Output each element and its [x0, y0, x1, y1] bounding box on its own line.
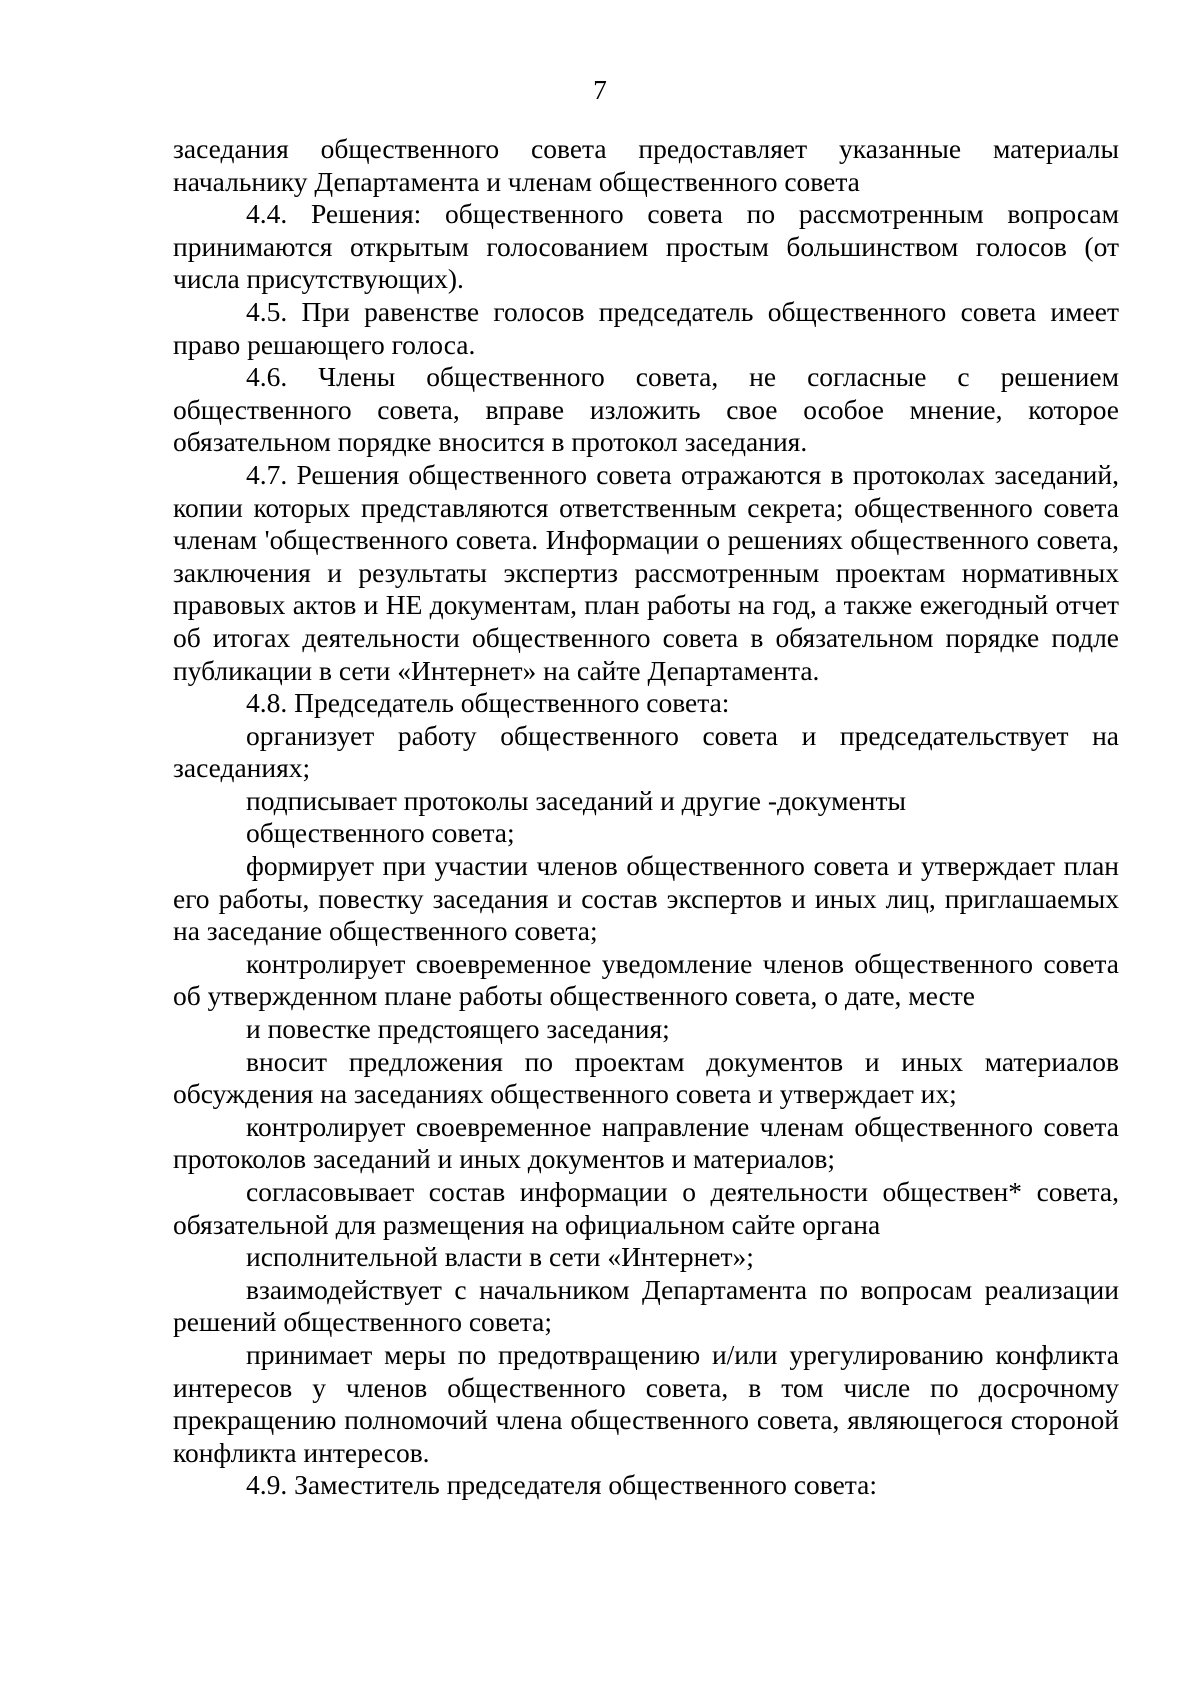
chair-duty-conflict-of-interest: принимает меры по предотвращению и/или урегулированию конфликта интересов у членов общественного совета, в том числе по досрочному прекращению полномочий члена общественного совета, являющегося стороной конфликта интересов. — [173, 1338, 1119, 1468]
paragraph-4-4: 4.4. Решения: общественного совета по рассмотренным вопросам принимаются открытым голосованием простым большинством голосов (от числа присутствующих). — [173, 198, 1119, 295]
page-number: 7 — [593, 74, 607, 105]
paragraph-4-6: 4.6. Члены общественного совета, не согласные с решением общественного совета, вправе изложить свое особое мнение, которое обязательном порядке вносится в протокол заседания. — [173, 361, 1119, 458]
paragraph-4-5: 4.5. При равенстве голосов председатель общественного совета имеет право решающего голоса. — [173, 295, 1119, 360]
chair-duty-controls-distribution: контролирует своевременное направление членам общественного совета протоколов заседаний и иных документов и материалов; — [173, 1110, 1119, 1175]
chair-duty-proposals: вносит предложения по проектам документов и иных материалов обсуждения на заседаниях общественного совета и утверждает их; — [173, 1045, 1119, 1110]
chair-duty-controls-notification-continued: и повестке предстоящего заседания; — [246, 1013, 670, 1045]
document-body — [173, 133, 1119, 1502]
paragraph-continuation: заседания общественного совета предоставляет указанные материалы начальнику Департамента и членам общественного совета — [173, 133, 1119, 197]
chair-duty-forms-plan: формирует при участии членов общественного совета и утверждает план его работы, повестку заседания и состав экспертов и иных лиц, приглашаемых на заседание общественного совета; — [173, 850, 1119, 947]
chair-duty-signs-continued: общественного совета; — [246, 817, 515, 849]
paragraph-4-9-heading: 4.9. Заместитель председателя общественного совета: — [246, 1469, 877, 1501]
chair-duty-organizes: организует работу общественного совета и председательствует на заседаниях; — [173, 719, 1119, 784]
chair-duty-signs: подписывает протоколы заседаний и другие -документы — [246, 784, 906, 816]
chair-duty-controls-notification: контролирует своевременное уведомление членов общественного совета об утвержденном плане работы общественного совета, о дате, месте — [173, 947, 1119, 1012]
paragraph-4-7: 4.7. Решения общественного совета отражаются в протоколах заседаний, копии которых представляются ответственным секрета; общественного совета членам 'общественного совета. Информации о решениях общественного совета, заключения и результаты экспертиз рассмотренным проектам нормативных правовых актов и НЕ документам, план работы на год, а также ежегодный отчет об итогах деятельности общественного совета в обязательном порядке подле публикации в сети «Интернет» на сайте Департамента. — [173, 458, 1119, 686]
paragraph-4-8-heading: 4.8. Председатель общественного совета: — [246, 687, 730, 719]
chair-duty-approves-information: согласовывает состав информации о деятельности обществен* совета, обязательной для размещения на официальном сайте органа — [173, 1176, 1119, 1240]
chair-duty-approves-information-continued: исполнительной власти в сети «Интернет»; — [246, 1241, 754, 1273]
chair-duty-interacts: взаимодействует с начальником Департамента по вопросам реализации решений общественного совета; — [173, 1273, 1119, 1338]
